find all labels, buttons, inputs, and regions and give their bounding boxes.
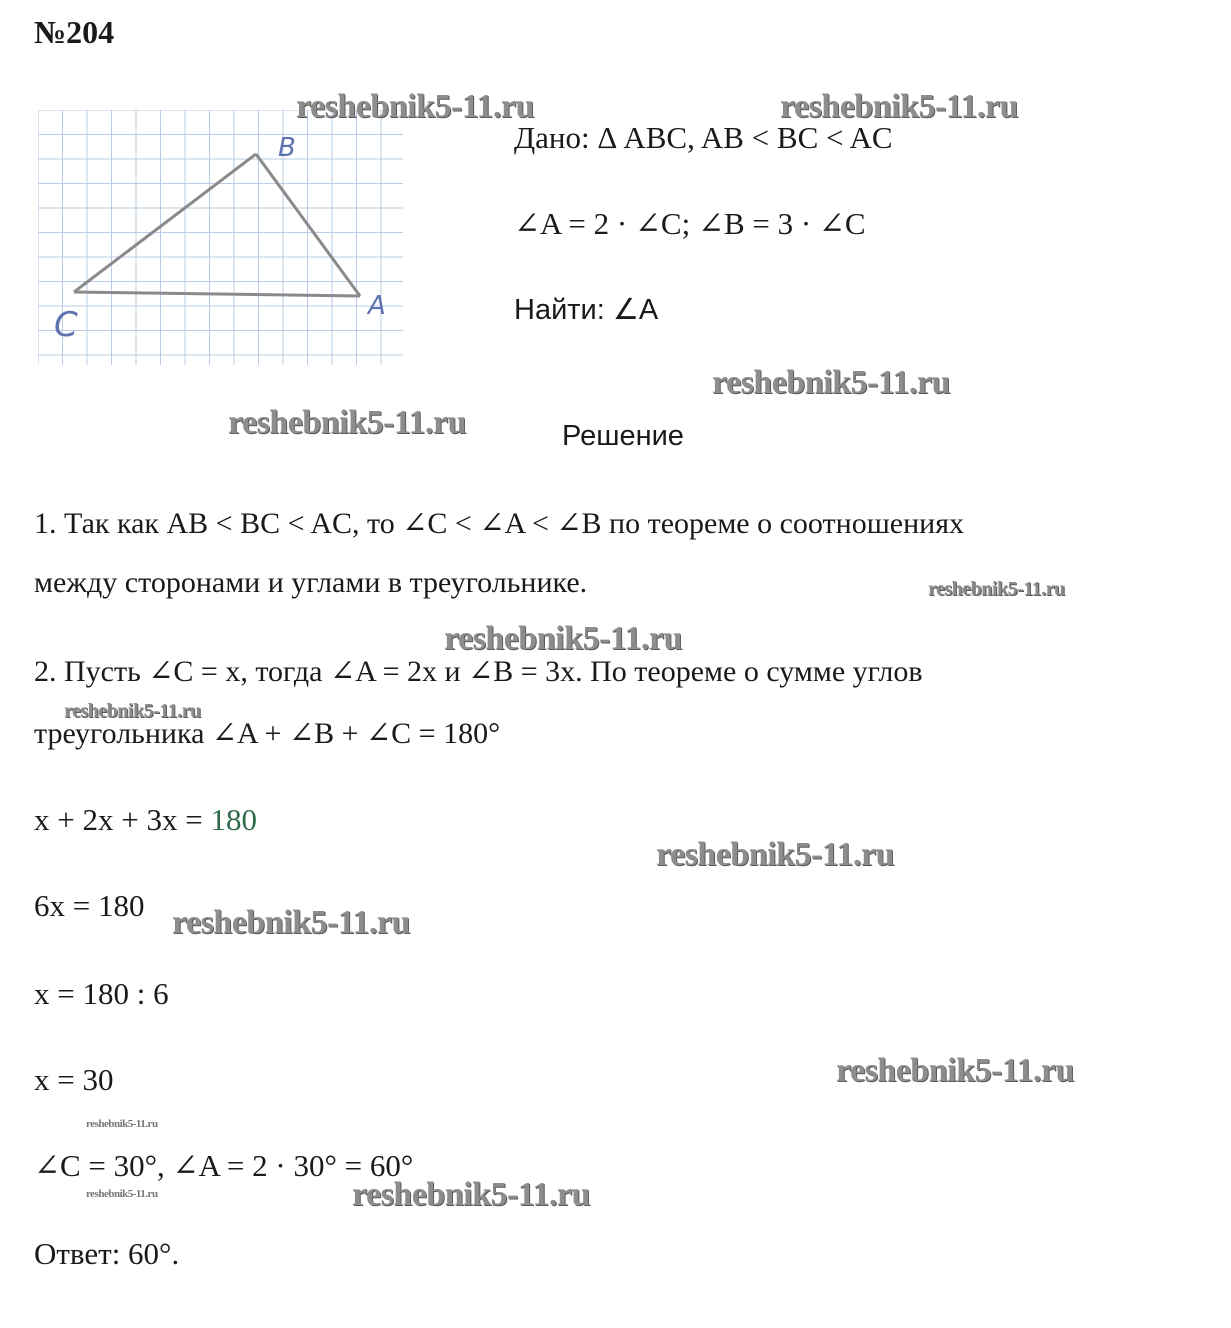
given-line-2: ∠A = 2 · ∠C; ∠B = 3 · ∠C [514,206,866,241]
watermark: reshebnik5-11.ru [780,88,1018,125]
given-line-1: Дано: Δ ABC, AB < BC < AC [514,120,893,155]
watermark: reshebnik5-11.ru [352,1176,590,1213]
solution-heading: Решение [562,420,684,452]
side-ca [74,292,360,296]
watermark: reshebnik5-11.ru [296,88,534,125]
watermark: reshebnik5-11.ru [64,700,201,722]
watermark: reshebnik5-11.ru [712,364,950,401]
watermark: reshebnik5-11.ru [86,1188,158,1200]
watermark: reshebnik5-11.ru [228,404,466,441]
watermark: reshebnik5-11.ru [656,836,894,873]
equation-3: x = 180 : 6 [34,976,169,1011]
vertex-label-b: B [278,133,296,163]
step1-line2: между сторонами и углами в треугольнике. [34,566,588,599]
equation-1 [34,802,257,838]
step2-line2: треугольника ∠A + ∠B + ∠C = 180° [34,717,501,750]
watermark: reshebnik5-11.ru [444,620,682,657]
equation-1-right: 180 [210,802,257,837]
watermark: reshebnik5-11.ru [86,1118,158,1130]
side-cb [74,154,256,292]
equation-4: x = 30 [34,1062,114,1097]
watermark: reshebnik5-11.ru [172,904,410,941]
vertex-label-c: C [54,305,78,345]
grid-paper [38,110,403,365]
watermark: reshebnik5-11.ru [928,578,1065,600]
find-line: Найти: ∠A [514,294,659,326]
equation-5: ∠C = 30°, ∠A = 2 · 30° = 60° [34,1148,414,1183]
step1-line1: 1. Так как AB < BC < AC, то ∠C < ∠A < ∠B по теореме о соотношениях [34,507,965,540]
vertex-label-a: A [368,291,386,321]
equation-2: 6x = 180 [34,888,145,923]
problem-number: №204 [34,14,115,50]
triangle-figure [38,110,408,370]
step2-line1: 2. Пусть ∠C = x, тогда ∠A = 2x и ∠B = 3x. По теореме о сумме углов [34,655,923,688]
watermark: reshebnik5-11.ru [836,1052,1074,1089]
equation-1-left: x + 2x + 3x = [34,802,211,837]
answer: Ответ: 60°. [34,1236,180,1271]
